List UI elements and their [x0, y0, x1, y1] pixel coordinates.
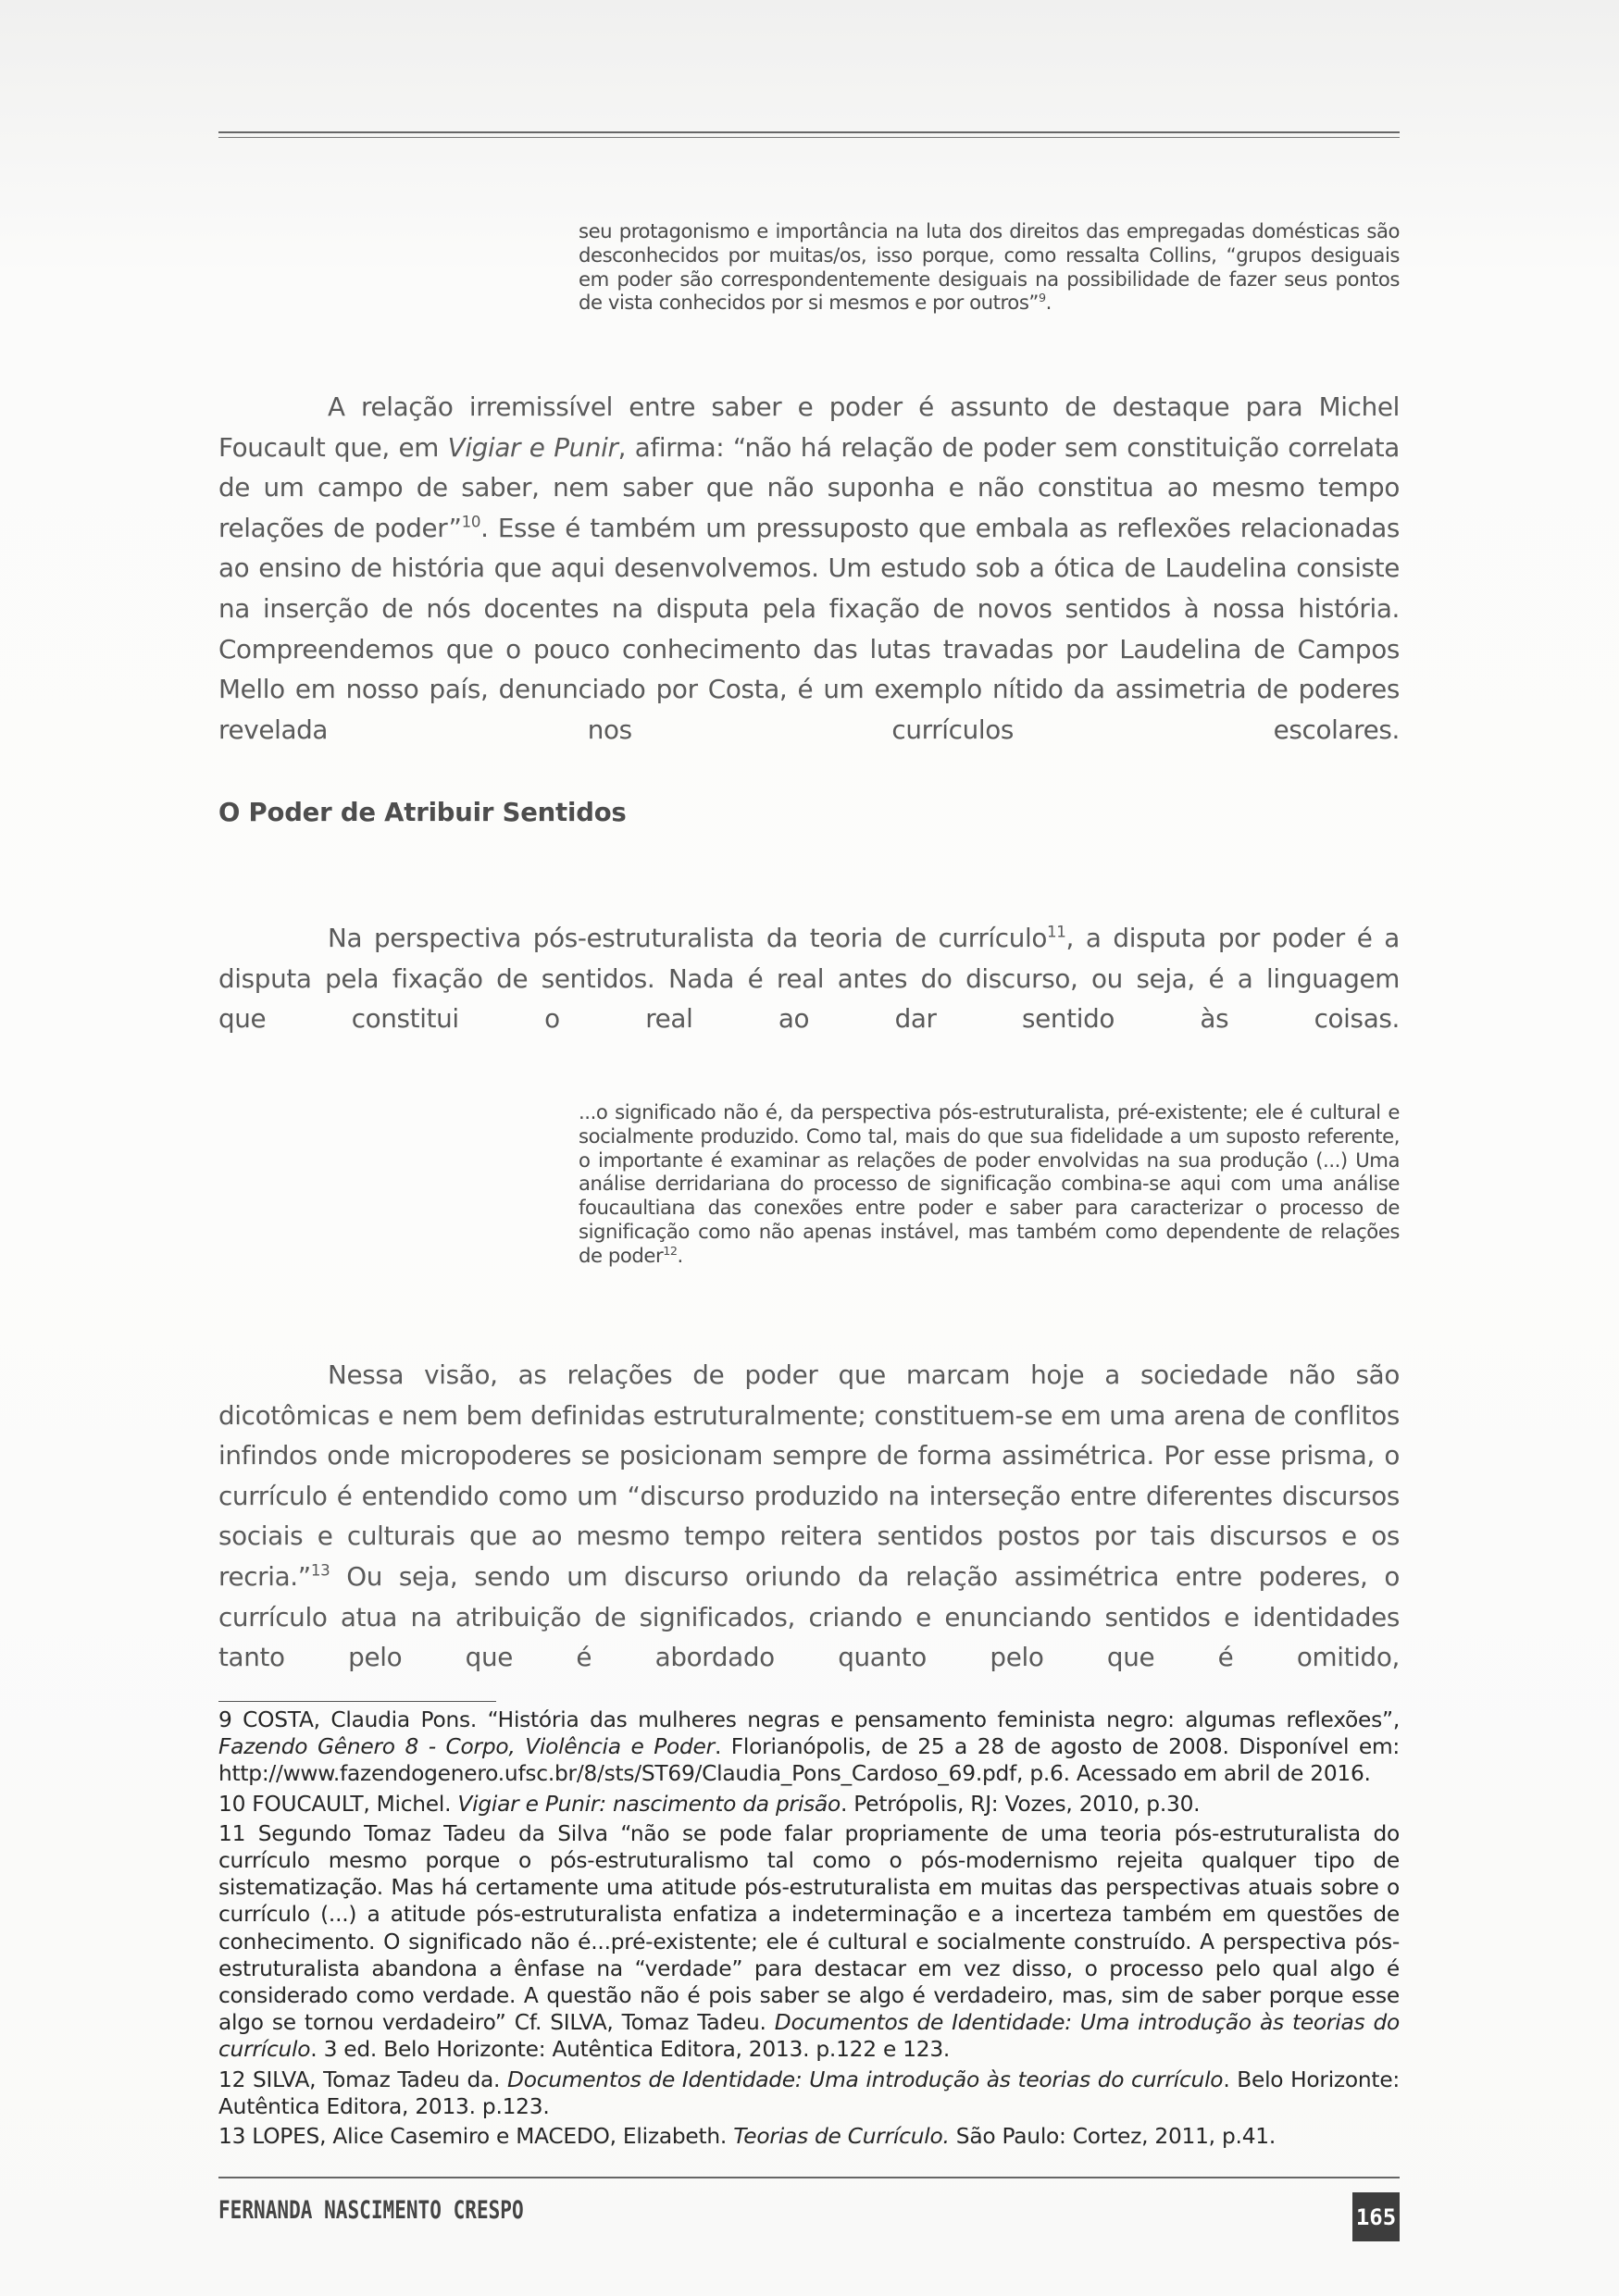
paragraph-foucault: [218, 387, 1400, 750]
paragraph-relacoes-poder: [218, 1355, 1400, 1678]
paragraph-text: . Esse é também um pressuposto que embala as reflexões relacionadas ao ensino de história que aqui desenvolvemos. Um estudo sob a ótica de Laudelina consiste na inserção de nós docentes na disputa pela fixação de novos sentidos à nossa história. Compreendemos que o pouco conhecimento das lutas travadas por Laudelina de Campos Mello em nosso país, denunciado por Costa, é um exemplo nítido da assimetria de poderes revelada nos currículos escolares.: [218, 512, 1401, 745]
footnote-ref[interactable]: 13: [310, 1561, 330, 1580]
footnote-separator: [218, 1701, 496, 1702]
footnote-12: 12 SILVA, Tomaz Tadeu da. Documentos de Identidade: Uma introdução às teorias do currículo. Belo Horizonte: Autêntica Editora, 2013. p.123.: [218, 2066, 1401, 2119]
footnote-ref[interactable]: 10: [461, 513, 481, 531]
footnote-ref[interactable]: 11: [1047, 923, 1066, 941]
paragraph-pos-estruturalista: [218, 918, 1400, 1039]
header-rule-secondary: [218, 137, 1400, 138]
paragraph-text: Nessa visão, as relações de poder que marcam hoje a sociedade não são dicotômicas e nem bem definidas estruturalmente; constituem-se em uma arena de conflitos infindos onde micropoderes se posicionam sempre de forma assimétrica. Por esse prisma, o currículo é entendido como um “discurso produzido na interseção entre diferentes discursos sociais e culturais que ao mesmo tempo reitera sentidos postos por tais discursos e os recria.”: [218, 1359, 1400, 1592]
block-quote-silva: ...o significado não é, da perspectiva pós-estruturalista, pré-existente; ele é cultural e socialmente produzido. Como tal, mais do que sua fidelidade a um suposto referente, o importante é examinar as relações de poder envolvidas na sua produção (...) Uma análise derridariana do processo de significação combina-se aqui com uma análise foucaultiana das conexões entre poder e saber para caracterizar o processo de significação como não apenas instável, mas também como dependente de relações de poder$^{12}$.: [579, 1100, 1400, 1267]
footer-author: FERNANDA NASCIMENTO CRESPO: [218, 2196, 524, 2225]
paragraph-text: Na perspectiva pós-estruturalista da teoria de currículo: [328, 923, 1048, 953]
quote-text: seu protagonismo e importância na luta dos direitos das empregadas domésticas são desconhecidos por muitas/os, isso porque, como ressalta Collins, “grupos desiguais em poder são correspondentemente desiguais na possibilidade de fazer seus pontos de vista conhecidos por si mesmos e por outros”: [579, 219, 1400, 315]
footnotes: [218, 1706, 1400, 2150]
page-number: 165: [1352, 2192, 1400, 2241]
footnote-10: 10 FOUCAULT, Michel. Vigiar e Punir: nascimento da prisão. Petrópolis, RJ: Vozes, 2010, p.30.: [218, 1791, 1201, 1817]
footnote-ref[interactable]: 9: [1038, 291, 1046, 305]
paragraph-text: Ou seja, sendo um discurso oriundo da relação assimétrica entre poderes, o currículo atua na atribuição de significados, criando e enunciando sentidos e identidades tanto pelo que é abordado quanto pelo que é omitido,: [218, 1560, 1400, 1673]
header-rule: [218, 131, 1400, 133]
footnote-13: 13 LOPES, Alice Casemiro e MACEDO, Elizabeth. Teorias de Currículo. São Paulo: Cortez, 2011, p.41.: [218, 2124, 1276, 2150]
section-heading: O Poder de Atribuir Sentidos: [218, 798, 627, 827]
footnote-ref[interactable]: 12: [663, 1243, 678, 1258]
paragraph-text: A relação irremissível entre saber e poder é assunto de destaque para Michel Foucault que, em: [218, 391, 1400, 463]
quote-text: ...o significado não é, da perspectiva pós-estruturalista, pré-existente; ele é cultural e socialmente produzido. Como tal, mais do que sua fidelidade a um suposto referente, o importante é examinar as relações de poder envolvidas na sua produção (...) Uma análise derridariana do processo de significação combina-se aqui com uma análise foucaultiana das conexões entre poder e saber para caracterizar o processo de significação como não apenas instável, mas também como dependente de relações de poder: [579, 1100, 1400, 1267]
paragraph-text: , a disputa por poder é a disputa pela fixação de sentidos. Nada é real antes do discurso, ou seja, é a linguagem que constitui o real ao dar sentido às coisas.: [218, 923, 1400, 1035]
paragraph-text: , afirma: “não há relação de poder sem constituição correlata de um campo de saber, nem saber que não suponha e não constitua ao mesmo tempo relações de poder”: [218, 431, 1400, 543]
footnote-11: 11 Segundo Tomaz Tadeu da Silva “não se pode falar propriamente de uma teoria pós-estruturalista do currículo mesmo porque o pós-estruturalismo tal como o pós-modernismo rejeita qualquer tipo de sistematização. Mas há certamente uma atitude pós-estruturalista em muitas das perspectivas atuais sobre o currículo (...) a atitude pós-estruturalista enfatiza a indeterminação e a incerteza também em questões de conhecimento. O significado não é...pré-existente; ele é cultural e socialmente construído. A perspectiva pós-estruturalista abandona a ênfase na “verdade” para destacar em vez disso, o processo pelo qual algo é considerado como verdade. A questão não é pois saber se algo é verdadeiro, mas, sim de saber porque esse algo se tornou verdadeiro” Cf. SILVA, Tomaz Tadeu. Documentos de Identidade: Uma introdução às teorias do currículo. 3 ed. Belo Horizonte: Autêntica Editora, 2013. p.122 e 123.: [218, 1820, 1401, 2063]
block-quote-collins: seu protagonismo e importância na luta dos direitos das empregadas domésticas são desconhecidos por muitas/os, isso porque, como ressalta Collins, “grupos desiguais em poder são correspondentemente desiguais na possibilidade de fazer seus pontos de vista conhecidos por si mesmos e por outros”$^9$.: [579, 219, 1400, 315]
footnote-9: 9 COSTA, Claudia Pons. “História das mulheres negras e pensamento feminista negro: algumas reflexões”, Fazendo Gênero 8 - Corpo, Violência e Poder. Florianópolis, de 25 a 28 de agosto de 2008. Disponível em: http://www.fazendogenero.ufsc.br/8/sts/ST69/Claudia_Pons_Cardoso_69.pdf, p.6. Acessado em abril de 2016.: [218, 1707, 1400, 1787]
footer-rule: [218, 2177, 1400, 2178]
book-title: Vigiar e Punir: [447, 431, 618, 463]
